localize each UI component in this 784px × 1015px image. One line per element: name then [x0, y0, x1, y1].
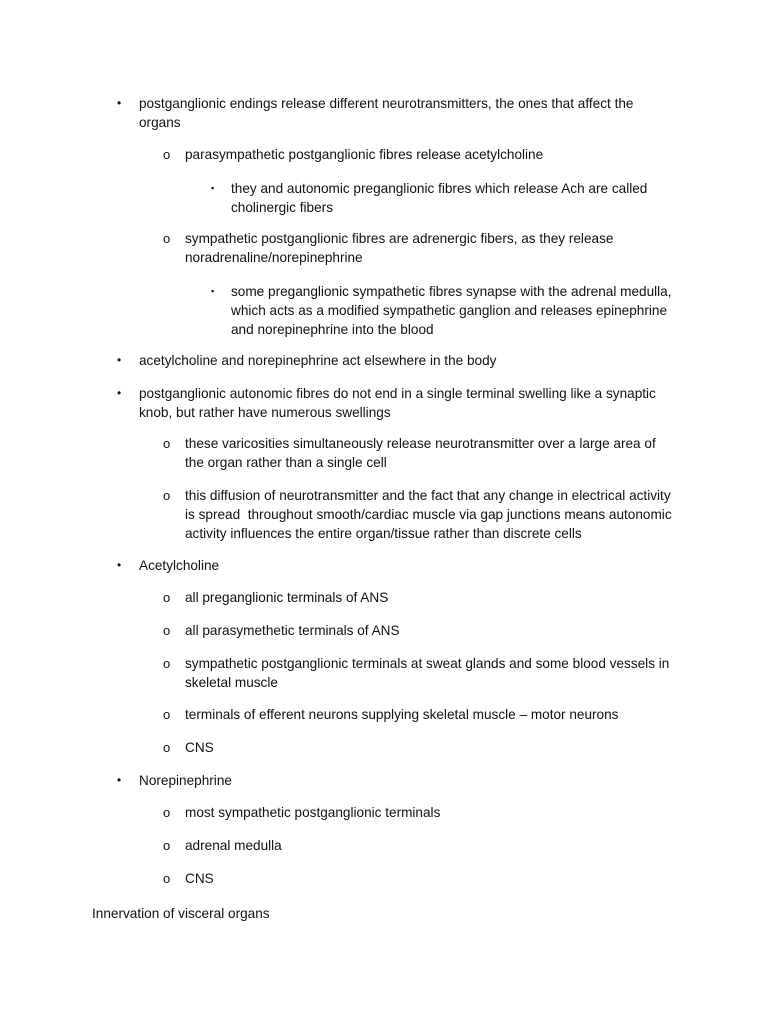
bullet-marker: o — [163, 838, 171, 853]
list-item-text: is spread throughout smooth/cardiac muscle via gap junctions means autonomic — [185, 507, 672, 522]
bullet-marker: • — [117, 773, 122, 787]
bullet-marker: o — [163, 231, 171, 246]
list-item-text: organs — [139, 115, 181, 130]
list-item-text: skeletal muscle — [185, 675, 278, 690]
list-item-text: sympathetic postganglionic fibres are adrenergic fibers, as they release — [185, 231, 614, 246]
list-item-text: all preganglionic terminals of ANS — [185, 590, 389, 605]
list-item-text: and norepinephrine into the blood — [231, 322, 434, 337]
bullet-marker: • — [117, 558, 122, 572]
list-item-text: terminals of efferent neurons supplying skeletal muscle – motor neurons — [185, 707, 619, 722]
bullet-marker: • — [117, 96, 122, 110]
list-item-text: the organ rather than a single cell — [185, 455, 387, 470]
list-item-text: cholinergic fibers — [231, 200, 333, 215]
section-heading: Innervation of visceral organs — [92, 906, 270, 921]
list-item-text: all parasymethetic terminals of ANS — [185, 623, 400, 638]
list-item-text: postganglionic autonomic fibres do not end in a single terminal swelling like a synaptic — [139, 386, 656, 401]
bullet-marker: o — [163, 623, 171, 638]
bullet-marker: o — [163, 740, 171, 755]
list-item-text: CNS — [185, 871, 214, 886]
list-item-text: Norepinephrine — [139, 773, 232, 788]
list-item-text: acetylcholine and norepinephrine act elsewhere in the body — [139, 353, 497, 368]
list-item-text: which acts as a modified sympathetic ganglion and releases epinephrine — [231, 303, 668, 318]
list-item-text: knob, but rather have numerous swellings — [139, 405, 391, 420]
list-item-text: activity influences the entire organ/tissue rather than discrete cells — [185, 526, 582, 541]
bullet-marker: ▪ — [211, 286, 215, 296]
list-item-text: some preganglionic sympathetic fibres synapse with the adrenal medulla, — [231, 284, 672, 299]
bullet-marker: o — [163, 707, 171, 722]
list-item-text: noradrenaline/norepinephrine — [185, 250, 363, 265]
bullet-marker: o — [163, 147, 171, 162]
list-item-text: Acetylcholine — [139, 558, 220, 573]
bullet-marker: ▪ — [211, 183, 215, 193]
bullet-marker: • — [117, 386, 122, 400]
list-item-text: adrenal medulla — [185, 838, 282, 853]
list-item-text: postganglionic endings release different neurotransmitters, the ones that affect the — [139, 96, 634, 111]
bullet-marker: o — [163, 805, 171, 820]
list-item-text: parasympathetic postganglionic fibres release acetylcholine — [185, 147, 544, 162]
list-item-text: these varicosities simultaneously release neurotransmitter over a large area of — [185, 436, 656, 451]
list-item-text: they and autonomic preganglionic fibres which release Ach are called — [231, 181, 648, 196]
list-item-text: most sympathetic postganglionic terminals — [185, 805, 441, 820]
bullet-marker: o — [163, 656, 171, 671]
bullet-marker: • — [117, 353, 122, 367]
bullet-marker: o — [163, 436, 171, 451]
list-item-text: this diffusion of neurotransmitter and the fact that any change in electrical activity — [185, 488, 671, 503]
list-item-text: sympathetic postganglionic terminals at sweat glands and some blood vessels in — [185, 656, 670, 671]
bullet-marker: o — [163, 488, 171, 503]
list-item-text: CNS — [185, 740, 214, 755]
bullet-marker: o — [163, 590, 171, 605]
bullet-marker: o — [163, 871, 171, 886]
